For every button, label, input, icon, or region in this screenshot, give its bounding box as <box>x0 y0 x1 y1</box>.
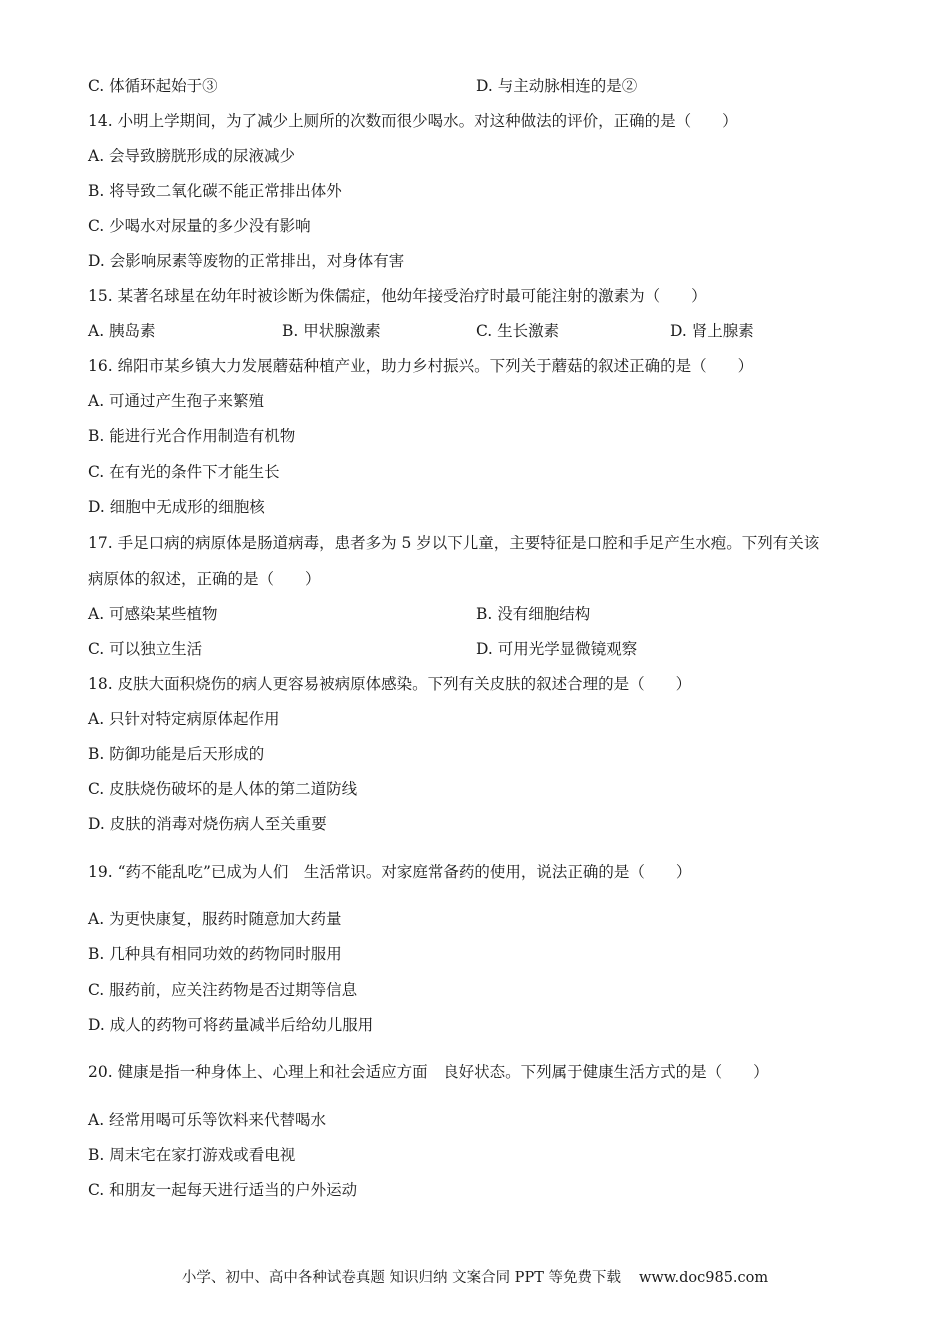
q18-option-a: A. 只针对特定病原体起作用 <box>88 710 280 728</box>
q14-stem: 14. 小明上学期间，为了减少上厕所的次数而很少喝水。对这种做法的评价，正确的是（ ） <box>88 112 738 130</box>
q20-stem: 20. 健康是指一种身体上、心理上和社会适应方面 良好状态。下列属于健康生活方式的是（ ） <box>88 1063 769 1081</box>
q17-stem-line2: 病原体的叙述，正确的是（ ） <box>88 570 321 588</box>
q19-stem: 19. “药不能乱吃”已成为人们 生活常识。对家庭常备药的使用，说法正确的是（ ） <box>88 863 692 881</box>
q19-option-c: C. 服药前，应关注药物是否过期等信息 <box>88 981 358 999</box>
q14-option-b: B. 将导致二氧化碳不能正常排出体外 <box>88 182 342 200</box>
q19-option-b: B. 几种具有相同功效的药物同时服用 <box>88 945 342 963</box>
q13-option-d: D. 与主动脉相连的是② <box>476 77 638 95</box>
q19-option-d: D. 成人的药物可将药量减半后给幼儿服用 <box>88 1016 374 1034</box>
q17-option-c: C. 可以独立生活 <box>88 640 203 658</box>
q15-option-c: C. 生长激素 <box>476 322 560 340</box>
q15-option-b: B. 甲状腺激素 <box>282 322 381 340</box>
q16-option-c: C. 在有光的条件下才能生长 <box>88 463 280 481</box>
q14-option-a: A. 会导致膀胱形成的尿液减少 <box>88 147 296 165</box>
q20-option-c: C. 和朋友一起每天进行适当的户外运动 <box>88 1181 358 1199</box>
q14-option-d: D. 会影响尿素等废物的正常排出，对身体有害 <box>88 252 405 270</box>
q15-option-d: D. 肾上腺素 <box>670 322 754 340</box>
q20-option-b: B. 周末宅在家打游戏或看电视 <box>88 1146 296 1164</box>
q15-stem: 15. 某著名球星在幼年时被诊断为侏儒症，他幼年接受治疗时最可能注射的激素为（ ） <box>88 287 707 305</box>
q16-option-a: A. 可通过产生孢子来繁殖 <box>88 392 265 410</box>
q17-option-b: B. 没有细胞结构 <box>476 605 591 623</box>
q14-option-c: C. 少喝水对尿量的多少没有影响 <box>88 217 311 235</box>
q15-option-a: A. 胰岛素 <box>88 322 156 340</box>
q16-option-b: B. 能进行光合作用制造有机物 <box>88 427 296 445</box>
footer-text: 小学、初中、高中各种试卷真题 知识归纳 文案合同 PPT 等免费下载 <box>181 1270 621 1286</box>
q18-option-b: B. 防御功能是后天形成的 <box>88 745 265 763</box>
q18-stem: 18. 皮肤大面积烧伤的病人更容易被病原体感染。下列有关皮肤的叙述合理的是（ ） <box>88 675 692 693</box>
q19-option-a: A. 为更快康复，服药时随意加大药量 <box>88 910 342 928</box>
footer-url-link[interactable]: www.doc985.com <box>638 1270 769 1286</box>
q20-option-a: A. 经常用喝可乐等饮料来代替喝水 <box>88 1111 327 1129</box>
q17-option-d: D. 可用光学显微镜观察 <box>476 640 638 658</box>
q18-option-c: C. 皮肤烧伤破坏的是人体的第二道防线 <box>88 780 358 798</box>
q17-option-a: A. 可感染某些植物 <box>88 605 218 623</box>
q13-option-c: C. 体循环起始于③ <box>88 77 218 95</box>
q18-option-d: D. 皮肤的消毒对烧伤病人至关重要 <box>88 815 327 833</box>
page-footer <box>0 1268 950 1288</box>
q17-stem-line1: 17. 手足口病的病原体是肠道病毒，患者多为 5 岁以下儿童，主要特征是口腔和手足产生水疱。下列有关该 <box>88 534 820 552</box>
q16-stem: 16. 绵阳市某乡镇大力发展蘑菇种植产业，助力乡村振兴。下列关于蘑菇的叙述正确的是（ ） <box>88 357 754 375</box>
q16-option-d: D. 细胞中无成形的细胞核 <box>88 498 265 516</box>
